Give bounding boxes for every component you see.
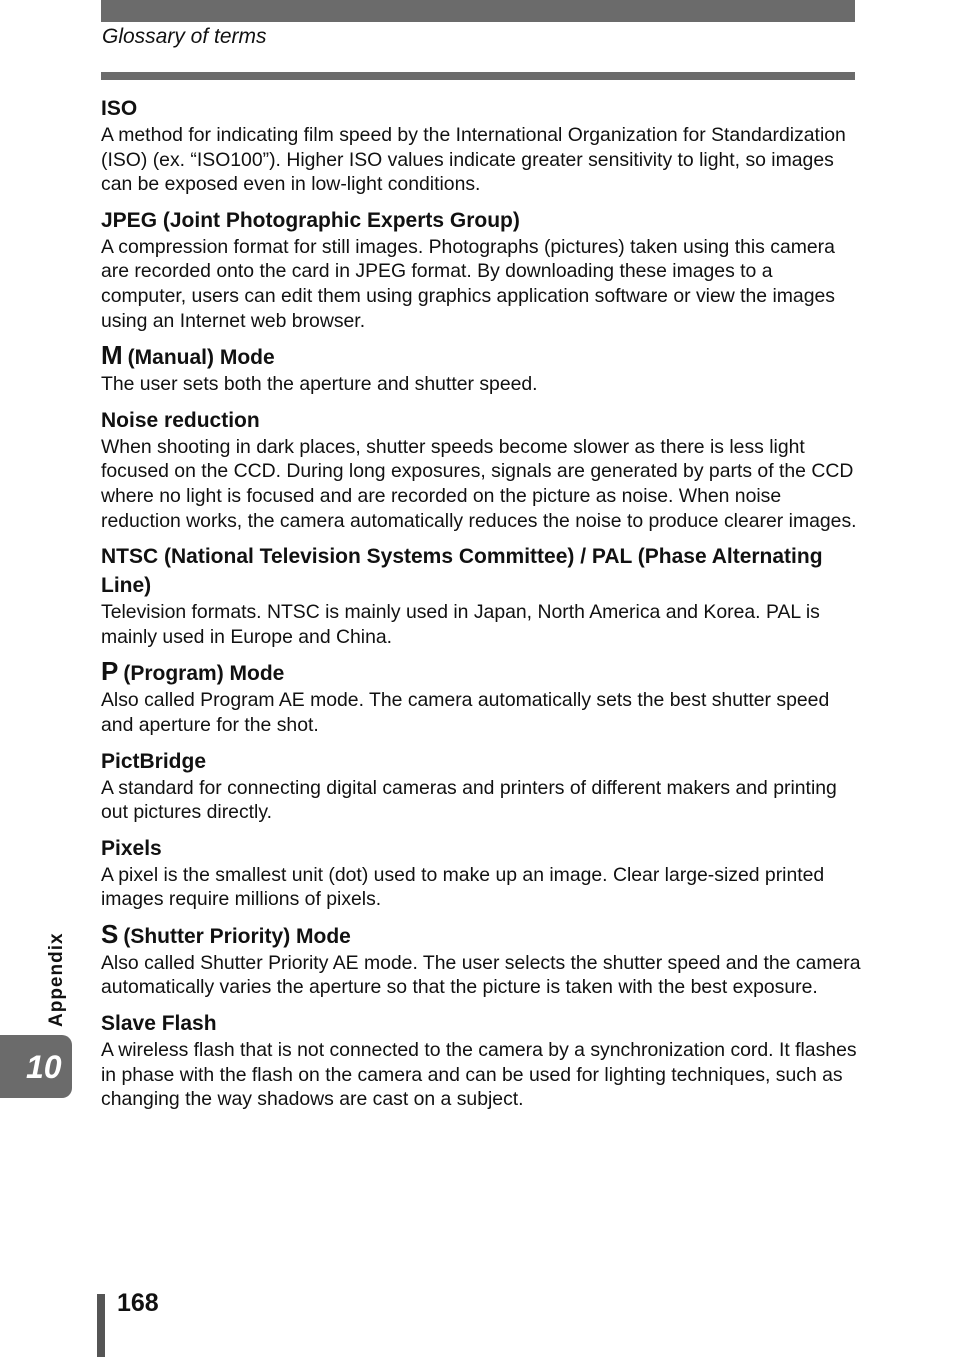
entry-term: NTSC (National Television Systems Committee) / PAL (Phase Alternating Line) bbox=[101, 545, 823, 598]
entry-term: Noise reduction bbox=[101, 408, 260, 432]
entry-definition: Also called Shutter Priority AE mode. The user selects the shutter speed and the camera automatically varies the aperture so that the picture is taken with the best exposure. bbox=[101, 951, 861, 999]
entry-term: PictBridge bbox=[101, 749, 207, 773]
glossary-entry-ntsc-pal bbox=[101, 542, 861, 649]
header-divider bbox=[101, 72, 855, 80]
mode-symbol-m: M bbox=[101, 340, 123, 371]
chapter-tab bbox=[0, 1035, 72, 1098]
glossary-entry-noise-reduction bbox=[101, 406, 861, 533]
entry-definition: A standard for connecting digital cameras and printers of different makers and printing out pictures directly. bbox=[101, 776, 837, 824]
entry-term: Slave Flash bbox=[101, 1012, 217, 1036]
glossary-entry-pictbridge bbox=[101, 747, 861, 825]
footer-bar bbox=[97, 1294, 105, 1357]
mode-symbol-s: S bbox=[101, 918, 119, 949]
entry-definition: A wireless flash that is not connected to the camera by a synchronization cord. It flashes in phase with the flash on the camera and can be used for lighting techniques, such as changing the way shadows are cast on a subject. bbox=[101, 1039, 857, 1111]
header-title: Glossary of terms bbox=[102, 25, 267, 48]
entry-definition: A method for indicating film speed by the International Organization for Standardization (ISO) (ex. “ISO100”). Higher ISO values indicate greater sensitivity to light, so images can be exposed even in low-light conditions. bbox=[101, 124, 846, 196]
entry-definition: Television formats. NTSC is mainly used in Japan, North America and Korea. PAL is mainly used in Europe and China. bbox=[101, 601, 820, 648]
glossary-entry-slave-flash bbox=[101, 1009, 861, 1112]
entry-term: JPEG (Joint Photographic Experts Group) bbox=[101, 208, 520, 232]
glossary-entry-shutter-priority-mode bbox=[101, 918, 861, 1000]
entry-definition: The user sets both the aperture and shutter speed. bbox=[101, 373, 538, 396]
entry-term: ISO bbox=[101, 97, 138, 120]
entry-term: M (Manual) Mode bbox=[101, 340, 275, 371]
glossary-list bbox=[101, 94, 861, 1121]
entry-term: S (Shutter Priority) Mode bbox=[101, 918, 351, 949]
entry-definition: A pixel is the smallest unit (dot) used to make up an image. Clear large-sized printed images require millions of pixels. bbox=[101, 863, 825, 911]
mode-symbol-p: P bbox=[101, 656, 119, 687]
glossary-entry-program-mode bbox=[101, 658, 861, 737]
entry-definition: Also called Program AE mode. The camera automatically sets the best shutter speed and aperture for the shot. bbox=[101, 689, 830, 736]
glossary-entry-iso bbox=[101, 94, 861, 197]
entry-definition: When shooting in dark places, shutter speeds become slower as there is less light focused on the CCD. During long exposures, signals are generated by parts of the CCD where no light is focused and are recorded on the picture as noise. When noise reduction works, the camera automatically reduces the noise to produce clearer images. bbox=[101, 435, 857, 532]
glossary-entry-jpeg bbox=[101, 206, 861, 333]
section-label: Appendix bbox=[46, 932, 67, 1027]
page-number: 168 bbox=[117, 1289, 159, 1317]
chapter-number: 10 bbox=[26, 1049, 62, 1085]
entry-term: P (Program) Mode bbox=[101, 656, 285, 687]
glossary-entry-pixels bbox=[101, 834, 861, 912]
entry-definition: A compression format for still images. Photographs (pictures) taken using this camera are recorded onto the card in JPEG format. By downloading these images to a computer, users can edit them using graphics application software or view the images using an Internet web browser. bbox=[101, 235, 835, 332]
header-top-bar bbox=[101, 0, 855, 22]
glossary-entry-manual-mode bbox=[101, 342, 861, 397]
entry-term: Pixels bbox=[101, 836, 162, 860]
